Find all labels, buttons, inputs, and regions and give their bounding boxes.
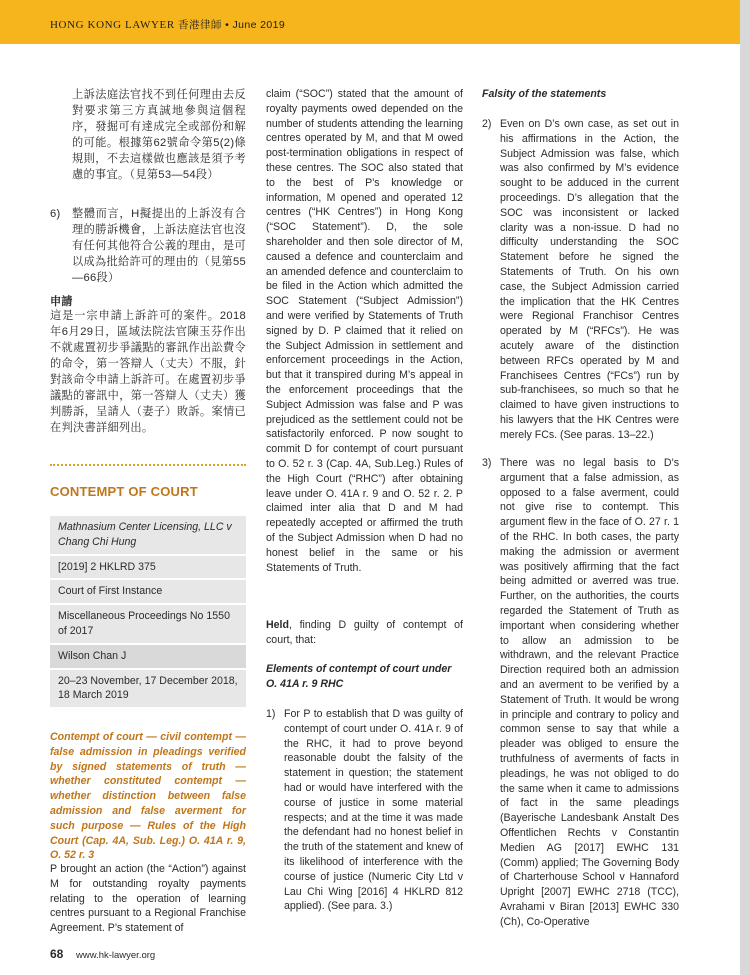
case-info-box [50,516,246,707]
falsity-heading: Falsity of the statements [482,88,607,100]
held-label: Held [266,619,289,631]
list-item-2 [482,117,679,443]
list-item-6 [50,206,246,286]
intro-paragraph: P brought an action (the “Action”) against M for outstanding royalty payments relating to the operation of learning centres pursuant to a Regional Franchise Agreement. P’s statement of [50,863,246,935]
list-text: 整體而言，H擬提出的上訴沒有合理的勝訴機會，上訴法庭法官也沒有任何其他符合公義的理由，是可以成為批給許可的理由的（見第55—66段） [72,208,246,284]
catchwords: Contempt of court — civil contempt — false admission in pleadings verified by signed statements of truth — whether constituted contempt — whether distinction between false admission and false averment for such purpose — Rules of the High Court (Cap. 4A, Sub. Leg.) O. 41A r. 9, O. 52 r. 3 [50,731,246,862]
list-number: 2) [482,118,492,130]
judge-name: Wilson Chan J [50,645,246,668]
list-text: There was no legal basis to D’s argument that a false admission, as opposed to a false averment, could not give rise to contempt. This argument flew in the face of O. 27 r. 1 of the RHC. In both cases, the party making the admission or averment was positively affirming that the fact being admitted or averred was true. Further, on the authorities, the courts regarded the Statement of Truth as important when considering whether to allow an admission to be withdrawn, and the relevant Practice Direction required both an admission and an averment to be verified by a Statement of Truth. It would be wrong in principle and contrary to policy and common sense to say that while a pleader was obliged to ensure the truthfulness of averments of facts in pleadings, he was not obliged to do the same when it came to admissions of fact in the same pleadings (Bayerische Landesbank Anstalt Des Offentlichen Rechts v Constantin Medien AG [2017] EWHC 131 (Comm) applied; The Governing Body of Charterhouse School v Hannaford Upright [2007] EWHC 2718 (TCC), Avrahami v Biran [2013] EWHC 330 (Ch), Co-Operative [500,457,679,928]
header-banner [0,0,740,44]
publication-name-cjk: 香港律師 [178,19,222,31]
section-title: CONTEMPT OF COURT [50,484,198,499]
list-item-1 [266,707,463,914]
website-link[interactable]: www.hk-lawyer.org [76,950,156,961]
continued-paragraph-cjk: 上訴法庭法官找不到任何理由去反對要求第三方真誠地參與這個程序，發掘可有達成完全或部份和解的可能。根據第62號命令第5(2)條規則，不去這樣做也應該是須予考慮的事宜。（見第53—54段） [72,89,246,181]
elements-heading: Elements of contempt of court under O. 41A r. 9 RHC [266,663,452,690]
issue-date: June 2019 [232,19,286,31]
page-number: 68 [50,947,64,961]
list-item-3 [482,456,679,930]
page-footer [50,947,155,961]
held-paragraph [266,618,463,648]
application-paragraph: 這是一宗申請上訴許可的案件。2018年6月29日，區域法院法官陳玉芬作出不就處置初步爭議點的審訊作出訟費令的命令，第一答辯人（丈夫）不服，針對該命令申請上訴許可。在處置初步爭議點的審訊中，第一答辯人（丈夫）獲判勝訴，呈請人（妻子）敗訴。案情已在判決書詳細列出。 [50,310,246,434]
publication-name: HONG KONG LAWYER [50,19,175,31]
facts-paragraph: claim (“SOC”) stated that the amount of royalty payments owed depended on the number of students attending the learning centres operated by M, and that M owed post-termination obligations in respect of these centres. The SOC also stated that to the best of P’s knowledge or information, M opened and operated 12 centres (“HK Centres”) in Hong Kong (“SOC Statement”). D, the sole shareholder and then sole director of M, caused a defence and counterclaim and an amended defence and counterclaim to be filed in the Action which admitted the SOC Statement (“Subject Admission”) and were verified by Statements of Truth signed by D. P claimed that it relied on the Subject Admission in settlement and enforcement proceedings in the Action, but that it transpired during M’s appeal in the enforcement proceedings that the Subject Admission was false and P was prejudiced as the settlement could not be satisfactorily enforced. P now sought to commit D for contempt of court pursuant to O. 52 r. 3 (Cap. 4A, Sub.Leg.) Rules of the High Court (“RHC”) after obtaining leave under O. 41A r. 9 and O. 52 r. 2. P claimed inter alia that D and M had repeatedly accepted or affirmed the truth of the Subject Admission when D had no honest belief in the same or his Statements of Truth. [266,88,463,574]
proceedings-number: Miscellaneous Proceedings No 1550 of 2017 [50,605,246,643]
court-name: Court of First Instance [50,580,246,603]
list-number: 3) [482,457,492,469]
case-citation: [2019] 2 HKLRD 375 [50,556,246,579]
running-header: HONG KONG LAWYER 香港律師 • June 2019 [50,19,286,31]
case-name: Mathnasium Center Licensing, LLC v Chang Chi Hung [50,516,246,554]
list-number: 6) [50,208,61,220]
list-text: For P to establish that D was guilty of contempt of court under O. 41A r. 9 of the RHC, it had to prove beyond reasonable doubt the falsity of the statement in question; the statement had or would have interfered with the course of justice in some material respects; and at the time it was made the defendant had no honest belief in the truth of the statement and knew of its likelihood of interference with the course of justice (Numeric City Ltd v Lau Chi Wing [2016] 4 HKLRD 812 applied). (See para. 3.) [284,708,463,913]
hearing-dates: 20–23 November, 17 December 2018, 18 March 2019 [50,670,246,708]
list-text: Even on D’s own case, as set out in his affirmations in the Action, the Subject Admission was false, which was also confirmed by M’s evidence sought to be adduced in the current proceedings. D’s allegation that the SOC was inconsistent or lacked clarity was a non-issue. D had no difficulty understanding the SOC Statement before he signed the Statements of Truth. On his own case, the Subject Admission carried the implication that the HK Centres were Regional Franchisor Centres operated by M (“RFCs”). He was acutely aware of the distinction between RFCs operated by M and Franchisees Centres (“FCs”) run by sub-franchisees, so much so that he claimed to have given instructions to his lawyers that the HK Centres were merely FCs. (See paras. 13–22.) [500,118,679,441]
page-edge [740,0,750,975]
section-divider [50,464,246,466]
list-number: 1) [266,708,276,720]
held-text: , finding D guilty of contempt of court, that: [266,619,463,646]
application-heading: 申請 [50,296,73,308]
